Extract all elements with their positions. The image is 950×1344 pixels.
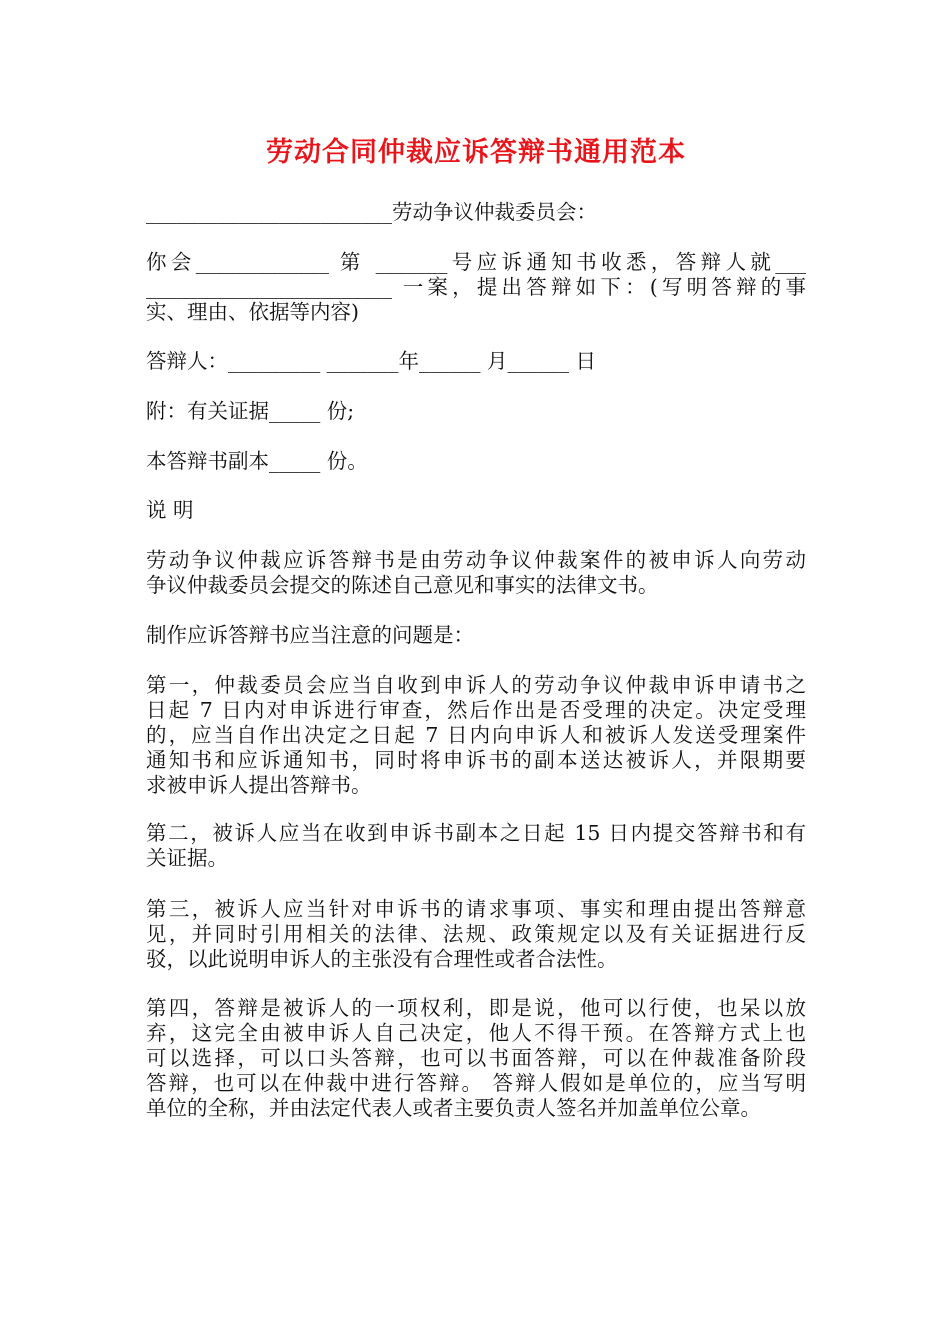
explanation-line: 劳动争议仲裁应诉答辩书是由劳动争议仲裁案件的被申诉人向劳动 <box>146 548 806 572</box>
point-3-paragraph <box>146 897 806 972</box>
point-3-line: 驳，以此说明申诉人的主张没有合理性或者合法性。 <box>146 947 618 971</box>
attachment-evidence-line <box>146 399 806 424</box>
point-3-line: 见，并同时引用相关的法律、法规、政策规定以及有关证据进行反 <box>146 922 806 946</box>
point-4-line: 可以选择，可以口头答辩，也可以书面答辩，可以在仲裁准备阶段 <box>146 1046 806 1070</box>
point-2-line: 第二，被诉人应当在收到申诉书副本之日起 15 日内提交答辩书和有 <box>146 821 806 845</box>
addressee-line <box>146 200 806 225</box>
explanation-heading-text: 说 明 <box>146 498 194 522</box>
point-1-paragraph <box>146 673 806 798</box>
point-4-paragraph <box>146 996 806 1121</box>
attachment-evidence-text: 附：有关证据_____ 份; <box>146 399 355 423</box>
attachment-copy-line <box>146 449 806 474</box>
point-4-line: 第四，答辩是被诉人的一项权利，即是说，他可以行使，也呆以放 <box>146 996 806 1020</box>
point-1-line: 的，应当自作出决定之日起 7 日内向申诉人和被诉人发送受理案件 <box>146 723 806 747</box>
explanation-heading <box>146 498 806 523</box>
intro-line: 实、理由、依据等内容) <box>146 300 359 324</box>
signature-text: 答辩人：_________ _______年______ 月______ 日 <box>146 349 597 373</box>
explanation-paragraph <box>146 548 806 598</box>
point-2-line: 关证据。 <box>146 846 228 870</box>
point-1-line: 通知书和应诉通知书，同时将申诉书的副本送达被诉人，并限期要 <box>146 748 806 772</box>
point-1-line: 第一，仲裁委员会应当自收到申诉人的劳动争议仲裁申诉申请书之 <box>146 673 806 697</box>
addressee-text: ________________________劳动争议仲裁委员会： <box>146 200 597 224</box>
issues-heading <box>146 623 806 648</box>
intro-paragraph <box>146 250 806 325</box>
point-4-line: 单位的全称，并由法定代表人或者主要负责人签名并加盖单位公章。 <box>146 1096 761 1120</box>
document-title: 劳动合同仲裁应诉答辩书通用范本 <box>266 137 686 168</box>
point-1-line: 求被申诉人提出答辩书。 <box>146 773 372 797</box>
attachment-copy-text: 本答辩书副本_____ 份。 <box>146 449 368 473</box>
point-1-line: 日起 7 日内对申诉进行审查，然后作出是否受理的决定。决定受理 <box>146 698 806 722</box>
intro-line: ________________________ 一案，提出答辩如下：(写明答辩的事 <box>146 275 806 299</box>
point-4-line: 答辩，也可以在仲裁中进行答辩。 答辩人假如是单位的，应当写明 <box>146 1071 806 1095</box>
point-2-paragraph <box>146 821 806 871</box>
point-3-line: 第三，被诉人应当针对申诉书的请求事项、事实和理由提出答辩意 <box>146 897 806 921</box>
issues-heading-text: 制作应诉答辩书应当注意的问题是： <box>146 623 474 647</box>
explanation-line: 争议仲裁委员会提交的陈述自己意见和事实的法律文书。 <box>146 573 659 597</box>
signature-line <box>146 349 806 374</box>
point-4-line: 弃，这完全由被申诉人自己决定，他人不得干预。在答辩方式上也 <box>146 1021 806 1045</box>
intro-line: 你会_____________ 第 _______号应诉通知书收悉，答辩人就___ <box>146 250 806 274</box>
